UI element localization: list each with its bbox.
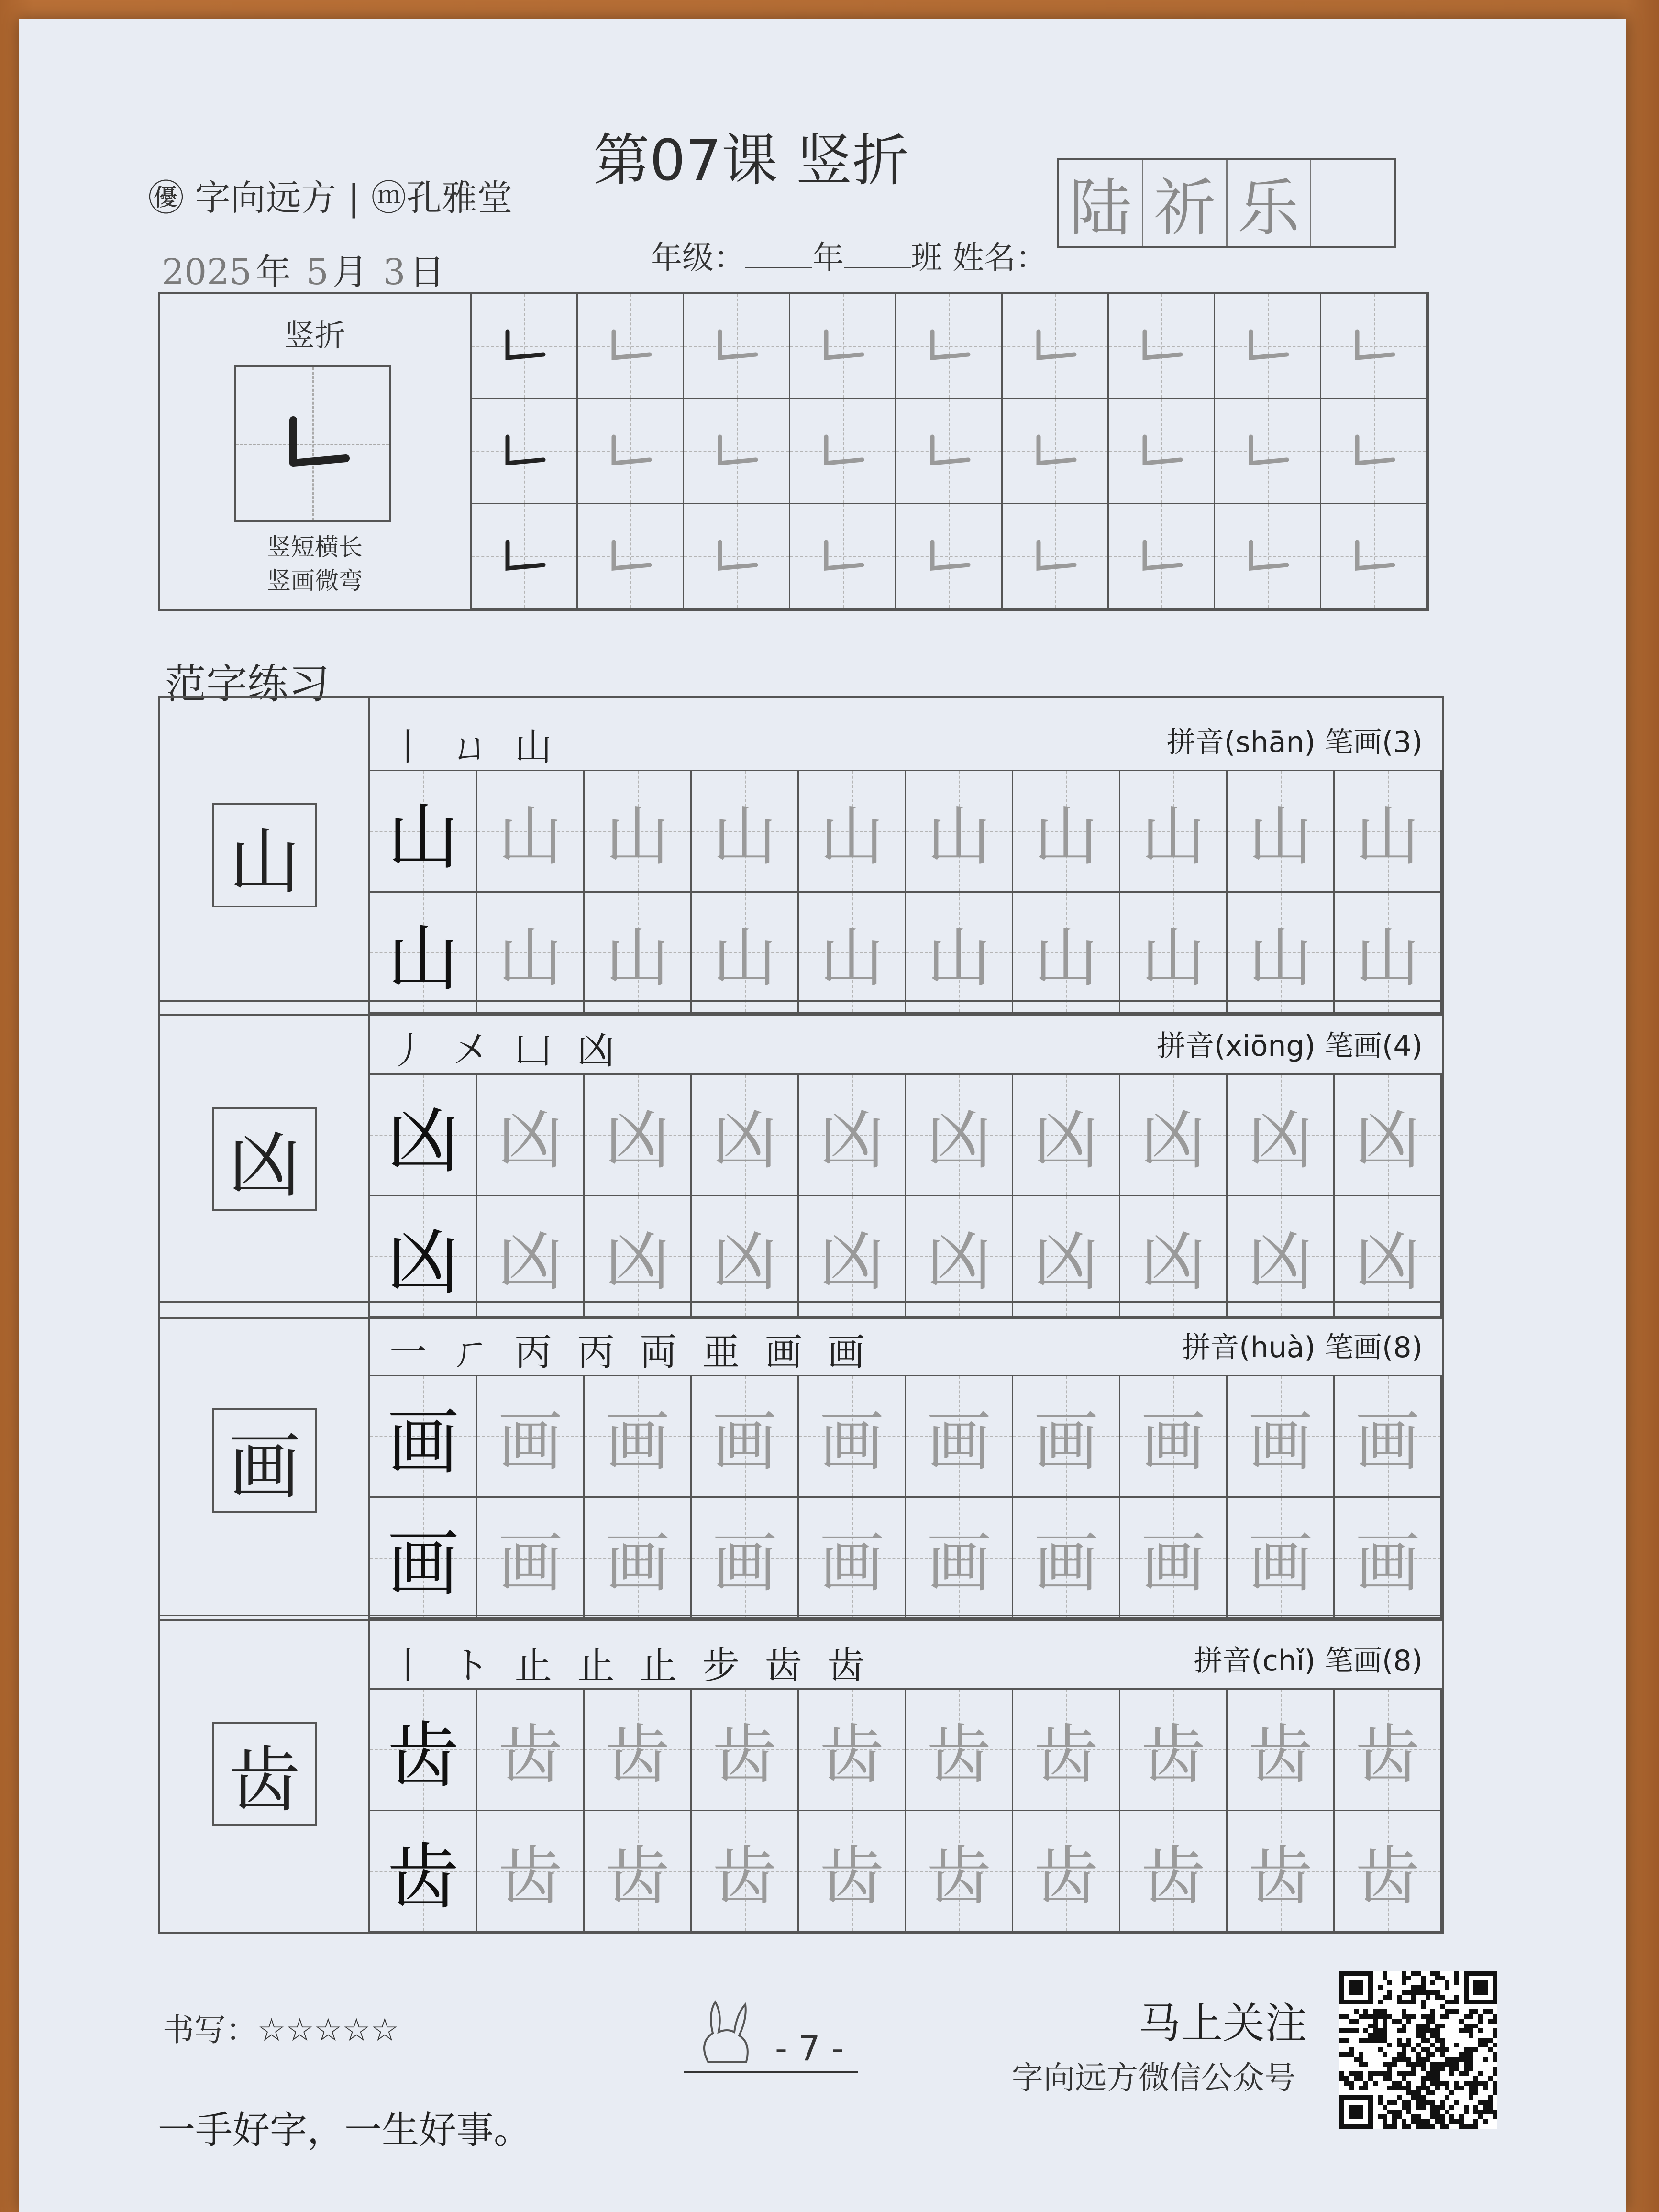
practice-cell[interactable]	[1120, 1690, 1228, 1811]
practice-char: 凶	[1034, 1224, 1098, 1299]
practice-char: 画	[819, 1525, 884, 1601]
stroke-practice-cell[interactable]	[472, 504, 578, 609]
stroke-practice-cell[interactable]	[896, 504, 1003, 609]
practice-char: 山	[1248, 920, 1313, 995]
practice-char: 凶	[1034, 1103, 1098, 1178]
practice-char: 齿	[1355, 1838, 1420, 1914]
practice-char: 画	[712, 1404, 777, 1480]
practice-cell[interactable]	[477, 771, 585, 893]
practice-cell[interactable]	[692, 1376, 799, 1498]
practice-char: 齿	[927, 1838, 991, 1914]
practice-char: 凶	[1248, 1103, 1313, 1178]
stroke-glyph	[708, 427, 765, 475]
stroke-glyph	[814, 427, 872, 475]
date-month-suffix: 月	[332, 252, 368, 293]
stroke-glyph	[814, 532, 872, 580]
stroke-practice-cell[interactable]	[1321, 504, 1427, 609]
practice-char: 山	[927, 920, 991, 995]
practice-panel	[370, 1303, 1442, 1619]
stroke-intro	[160, 294, 472, 609]
practice-cell[interactable]	[1335, 1196, 1442, 1318]
practice-char: 齿	[387, 1714, 459, 1798]
stroke-order: 丨 ㄩ 山	[389, 726, 559, 769]
stroke-glyph	[1133, 427, 1190, 475]
model-char-panel	[160, 1616, 370, 1932]
practice-char: 凶	[712, 1103, 777, 1178]
practice-cell[interactable]	[692, 1196, 799, 1318]
practice-char: 画	[1355, 1525, 1420, 1601]
stroke-practice-cell[interactable]	[1215, 504, 1321, 609]
pinyin-strokes: 拼音(xiōng) 笔画(4)	[1157, 1029, 1423, 1063]
practice-char: 画	[387, 1522, 459, 1606]
stroke-grid	[472, 294, 1427, 609]
practice-cell[interactable]	[799, 1690, 906, 1811]
practice-char: 山	[1248, 799, 1313, 874]
practice-cell[interactable]	[799, 893, 906, 1014]
practice-cell[interactable]	[799, 1376, 906, 1498]
stroke-practice-cell[interactable]	[1215, 294, 1321, 399]
practice-cell[interactable]	[1335, 1690, 1442, 1811]
practice-cell[interactable]	[477, 1376, 585, 1498]
practice-cell[interactable]	[477, 1811, 585, 1933]
section-title: 范字练习	[165, 660, 330, 708]
stroke-practice-cell[interactable]	[472, 294, 578, 399]
practice-char: 凶	[819, 1103, 884, 1178]
stroke-practice-cell[interactable]	[790, 399, 896, 504]
stroke-demo-glyph	[236, 367, 389, 520]
practice-char: 凶	[498, 1224, 563, 1299]
name-char: 陆	[1059, 160, 1143, 246]
practice-cell[interactable]	[477, 1498, 585, 1619]
stroke-practice-table	[158, 292, 1429, 611]
stroke-glyph	[1239, 322, 1296, 370]
stroke-glyph	[1345, 532, 1403, 580]
practice-cell[interactable]	[585, 1075, 692, 1196]
char-info-row	[370, 698, 1442, 771]
date-row	[158, 244, 445, 295]
practice-cell[interactable]	[477, 1196, 585, 1318]
model-char: 齿	[212, 1722, 317, 1826]
practice-char: 齿	[605, 1838, 670, 1914]
stroke-practice-cell[interactable]	[684, 399, 790, 504]
practice-char: 凶	[927, 1103, 991, 1178]
stroke-practice-cell[interactable]	[472, 399, 578, 504]
qr-code-icon[interactable]	[1339, 1971, 1497, 2129]
stroke-practice-cell[interactable]	[578, 504, 684, 609]
practice-char: 山	[1141, 920, 1206, 995]
stroke-practice-cell[interactable]	[790, 294, 896, 399]
practice-char: 齿	[1034, 1838, 1098, 1914]
practice-cell[interactable]	[1335, 1811, 1442, 1933]
class-blank[interactable]	[844, 240, 911, 268]
practice-cell[interactable]	[585, 1196, 692, 1318]
practice-panel	[370, 698, 1442, 1014]
practice-char: 山	[712, 920, 777, 995]
practice-panel	[370, 1002, 1442, 1317]
practice-char: 山	[498, 920, 563, 995]
stroke-demo-box	[234, 365, 391, 522]
name-char: 乐	[1228, 160, 1312, 246]
practice-char: 山	[1355, 920, 1420, 995]
stroke-practice-cell[interactable]	[1109, 294, 1215, 399]
practice-cell[interactable]	[1013, 1376, 1120, 1498]
model-char-cell[interactable]	[370, 893, 477, 1014]
stroke-glyph	[1027, 532, 1084, 580]
practice-cell[interactable]	[585, 771, 692, 893]
date-month: 5	[302, 252, 332, 294]
practice-char: 凶	[387, 1221, 459, 1305]
character-block	[158, 1301, 1444, 1621]
model-char: 画	[212, 1408, 317, 1513]
practice-cell[interactable]	[1335, 771, 1442, 893]
date-year-suffix: 年	[255, 252, 291, 293]
stroke-practice-cell[interactable]	[1109, 504, 1215, 609]
practice-cell[interactable]	[1335, 1376, 1442, 1498]
practice-char: 齿	[819, 1838, 884, 1914]
stroke-glyph	[708, 322, 765, 370]
practice-char: 凶	[927, 1224, 991, 1299]
practice-cell[interactable]	[1013, 893, 1120, 1014]
practice-char: 凶	[605, 1103, 670, 1178]
practice-cell[interactable]	[692, 771, 799, 893]
practice-cell[interactable]	[906, 771, 1013, 893]
page-number: - 7 -	[684, 2028, 858, 2073]
practice-char: 山	[387, 917, 459, 1001]
name-label: 姓名：	[952, 239, 1047, 276]
stroke-glyph	[1239, 532, 1296, 580]
practice-cell[interactable]	[1120, 1376, 1228, 1498]
stroke-practice-cell[interactable]	[1003, 399, 1109, 504]
practice-cell[interactable]	[906, 1376, 1013, 1498]
stroke-glyph	[602, 427, 659, 475]
grade-label: 年级：	[651, 239, 745, 276]
model-char-cell[interactable]	[370, 1498, 477, 1619]
practice-char: 凶	[387, 1100, 459, 1183]
practice-cell[interactable]	[1120, 1196, 1228, 1318]
practice-cell[interactable]	[906, 1811, 1013, 1933]
stroke-tip-1: 竖短横长	[267, 533, 363, 561]
stroke-glyph	[1239, 427, 1296, 475]
date-year: 2025	[158, 252, 255, 294]
practice-cell[interactable]	[585, 1376, 692, 1498]
practice-char: 凶	[819, 1224, 884, 1299]
practice-char: 齿	[1355, 1717, 1420, 1793]
stroke-practice-cell[interactable]	[1003, 504, 1109, 609]
practice-cell[interactable]	[906, 1196, 1013, 1318]
class-info-row	[651, 232, 1047, 277]
practice-grid	[370, 771, 1442, 1014]
practice-cell[interactable]	[1228, 1811, 1335, 1933]
practice-cell[interactable]	[1013, 771, 1120, 893]
stroke-practice-cell[interactable]	[1215, 399, 1321, 504]
practice-char: 凶	[1248, 1224, 1313, 1299]
stroke-glyph	[602, 532, 659, 580]
practice-cell[interactable]	[799, 1811, 906, 1933]
practice-cell[interactable]	[1120, 1498, 1228, 1619]
practice-char: 山	[605, 920, 670, 995]
stroke-practice-cell[interactable]	[684, 504, 790, 609]
character-block	[158, 1615, 1444, 1934]
char-info-row	[370, 1002, 1442, 1075]
stroke-glyph	[708, 532, 765, 580]
stroke-practice-cell[interactable]	[896, 294, 1003, 399]
stroke-glyph	[920, 427, 978, 475]
stroke-glyph	[920, 322, 978, 370]
stroke-glyph	[1133, 322, 1190, 370]
practice-char: 凶	[498, 1103, 563, 1178]
practice-cell[interactable]	[692, 1498, 799, 1619]
name-char	[1311, 160, 1394, 246]
practice-cell[interactable]	[1013, 1075, 1120, 1196]
char-info-row	[370, 1616, 1442, 1690]
stroke-order: 丨 ト 止 止 止 步 齿 齿	[389, 1644, 872, 1687]
practice-char: 画	[1248, 1404, 1313, 1480]
practice-cell[interactable]	[585, 1498, 692, 1619]
class-label: 班	[911, 239, 942, 276]
practice-cell[interactable]	[799, 1196, 906, 1318]
practice-grid	[370, 1075, 1442, 1317]
motto: 一手好字，一生好事。	[158, 2109, 531, 2152]
practice-cell[interactable]	[1335, 1075, 1442, 1196]
stroke-tip-2: 竖画微弯	[267, 567, 363, 595]
practice-cell[interactable]	[799, 1075, 906, 1196]
page-title: 第07课 竖折	[593, 127, 909, 193]
practice-cell[interactable]	[1013, 1498, 1120, 1619]
practice-char: 画	[927, 1525, 991, 1601]
stroke-glyph	[1345, 427, 1403, 475]
stroke-order: 丿 㐅 凵 凶	[389, 1029, 621, 1073]
practice-cell[interactable]	[799, 771, 906, 893]
practice-char: 画	[1141, 1525, 1206, 1601]
stroke-glyph	[1133, 532, 1190, 580]
stroke-glyph	[602, 322, 659, 370]
name-char: 祈	[1143, 160, 1228, 246]
practice-cell[interactable]	[906, 1498, 1013, 1619]
model-char-panel	[160, 1002, 370, 1317]
practice-char: 山	[387, 796, 459, 880]
stroke-glyph	[496, 322, 553, 370]
stroke-practice-cell[interactable]	[1321, 399, 1427, 504]
stroke-practice-cell[interactable]	[578, 399, 684, 504]
practice-char: 齿	[1141, 1838, 1206, 1914]
practice-char: 山	[819, 799, 884, 874]
practice-cell[interactable]	[477, 893, 585, 1014]
practice-char: 山	[1141, 799, 1206, 874]
model-char-panel	[160, 698, 370, 1014]
practice-char: 齿	[1248, 1838, 1313, 1914]
practice-char: 画	[387, 1401, 459, 1485]
practice-char: 齿	[1141, 1717, 1206, 1793]
practice-char: 山	[1034, 799, 1098, 874]
practice-cell[interactable]	[906, 1075, 1013, 1196]
stroke-practice-cell[interactable]	[1109, 399, 1215, 504]
pinyin-strokes: 拼音(shān) 笔画(3)	[1167, 726, 1423, 759]
practice-char: 凶	[605, 1224, 670, 1299]
follow-label: 马上关注	[1139, 1999, 1307, 2048]
model-char-panel	[160, 1303, 370, 1619]
practice-char: 画	[605, 1404, 670, 1480]
practice-cell[interactable]	[1120, 1811, 1228, 1933]
practice-char: 画	[819, 1404, 884, 1480]
practice-cell[interactable]	[1013, 1196, 1120, 1318]
practice-char: 画	[927, 1404, 991, 1480]
name-box[interactable]	[1057, 158, 1396, 248]
practice-cell[interactable]	[1228, 771, 1335, 893]
stroke-glyph	[814, 322, 872, 370]
practice-grid	[370, 1376, 1442, 1619]
practice-cell[interactable]	[1013, 1690, 1120, 1811]
practice-char: 凶	[1355, 1224, 1420, 1299]
stroke-practice-cell[interactable]	[578, 294, 684, 399]
practice-char: 齿	[712, 1838, 777, 1914]
practice-cell[interactable]	[585, 893, 692, 1014]
practice-char: 山	[1034, 920, 1098, 995]
practice-cell[interactable]	[692, 1811, 799, 1933]
practice-cell[interactable]	[1228, 1498, 1335, 1619]
year-label: 年	[812, 239, 844, 276]
practice-char: 画	[1248, 1525, 1313, 1601]
practice-char: 齿	[605, 1717, 670, 1793]
wechat-label: 字向远方微信公众号	[1012, 2059, 1296, 2096]
stroke-glyph	[1027, 322, 1084, 370]
stroke-practice-cell[interactable]	[1003, 294, 1109, 399]
practice-cell[interactable]	[906, 893, 1013, 1014]
model-char-cell[interactable]	[370, 1196, 477, 1318]
stroke-order: 一 ㄏ 丙 丙 両 亜 画 画	[389, 1331, 872, 1374]
practice-char: 山	[927, 799, 991, 874]
practice-char: 画	[498, 1525, 563, 1601]
date-day: 3	[379, 252, 409, 294]
practice-char: 凶	[1141, 1224, 1206, 1299]
character-block	[158, 696, 1444, 1016]
stroke-practice-cell[interactable]	[1321, 294, 1427, 399]
practice-cell[interactable]	[585, 1690, 692, 1811]
practice-cell[interactable]	[1228, 1376, 1335, 1498]
writing-rating: 书写：☆☆☆☆☆	[163, 2012, 399, 2048]
practice-char: 画	[498, 1404, 563, 1480]
model-char-cell[interactable]	[370, 1690, 477, 1811]
practice-cell[interactable]	[1120, 1075, 1228, 1196]
practice-char: 画	[1034, 1404, 1098, 1480]
practice-cell[interactable]	[799, 1498, 906, 1619]
practice-cell[interactable]	[1120, 893, 1228, 1014]
practice-cell[interactable]	[1013, 1811, 1120, 1933]
brand-logo: ㊝ 字向远方 | ⓜ孔雅堂	[148, 177, 513, 219]
practice-panel	[370, 1616, 1442, 1932]
practice-char: 山	[605, 799, 670, 874]
pinyin-strokes: 拼音(chǐ) 笔画(8)	[1194, 1644, 1423, 1678]
model-char-cell[interactable]	[370, 1811, 477, 1933]
model-char-cell[interactable]	[370, 1075, 477, 1196]
stroke-glyph	[496, 427, 553, 475]
practice-cell[interactable]	[1228, 1075, 1335, 1196]
practice-cell[interactable]	[692, 1690, 799, 1811]
practice-char: 山	[819, 920, 884, 995]
stroke-practice-cell[interactable]	[790, 504, 896, 609]
practice-char: 凶	[1141, 1103, 1206, 1178]
stroke-practice-cell[interactable]	[896, 399, 1003, 504]
practice-cell[interactable]	[906, 1690, 1013, 1811]
stroke-glyph	[920, 532, 978, 580]
practice-cell[interactable]	[1335, 893, 1442, 1014]
practice-char: 画	[1141, 1404, 1206, 1480]
stroke-glyph	[1345, 322, 1403, 370]
practice-cell[interactable]	[477, 1690, 585, 1811]
practice-char: 齿	[712, 1717, 777, 1793]
practice-cell[interactable]	[585, 1811, 692, 1933]
practice-char: 画	[1355, 1404, 1420, 1480]
stroke-name: 竖折	[284, 318, 345, 354]
practice-cell[interactable]	[1228, 1690, 1335, 1811]
practice-char: 山	[498, 799, 563, 874]
char-info-row	[370, 1303, 1442, 1376]
grade-blank[interactable]	[745, 240, 812, 268]
practice-char: 山	[1355, 799, 1420, 874]
practice-grid	[370, 1690, 1442, 1932]
date-day-suffix: 日	[409, 252, 445, 293]
practice-char: 凶	[1355, 1103, 1420, 1178]
practice-cell[interactable]	[477, 1075, 585, 1196]
stroke-practice-cell[interactable]	[684, 294, 790, 399]
practice-char: 齿	[927, 1717, 991, 1793]
practice-char: 画	[712, 1525, 777, 1601]
practice-char: 凶	[712, 1224, 777, 1299]
model-char-cell[interactable]	[370, 771, 477, 893]
practice-char: 画	[1034, 1525, 1098, 1601]
practice-cell[interactable]	[1335, 1498, 1442, 1619]
model-char-cell[interactable]	[370, 1376, 477, 1498]
model-char: 山	[212, 803, 317, 907]
practice-cell[interactable]	[1228, 893, 1335, 1014]
stroke-glyph	[496, 532, 553, 580]
practice-char: 齿	[819, 1717, 884, 1793]
pinyin-strokes: 拼音(huà) 笔画(8)	[1182, 1331, 1423, 1364]
model-char: 凶	[212, 1107, 317, 1211]
practice-char: 齿	[1248, 1717, 1313, 1793]
practice-char: 山	[712, 799, 777, 874]
practice-char: 齿	[387, 1836, 459, 1919]
practice-cell[interactable]	[692, 893, 799, 1014]
practice-cell[interactable]	[1120, 771, 1228, 893]
practice-cell[interactable]	[1228, 1196, 1335, 1318]
practice-char: 齿	[498, 1717, 563, 1793]
practice-char: 齿	[1034, 1717, 1098, 1793]
character-block	[158, 1000, 1444, 1319]
practice-char: 齿	[498, 1838, 563, 1914]
practice-cell[interactable]	[692, 1075, 799, 1196]
stroke-glyph	[1027, 427, 1084, 475]
practice-char: 画	[605, 1525, 670, 1601]
